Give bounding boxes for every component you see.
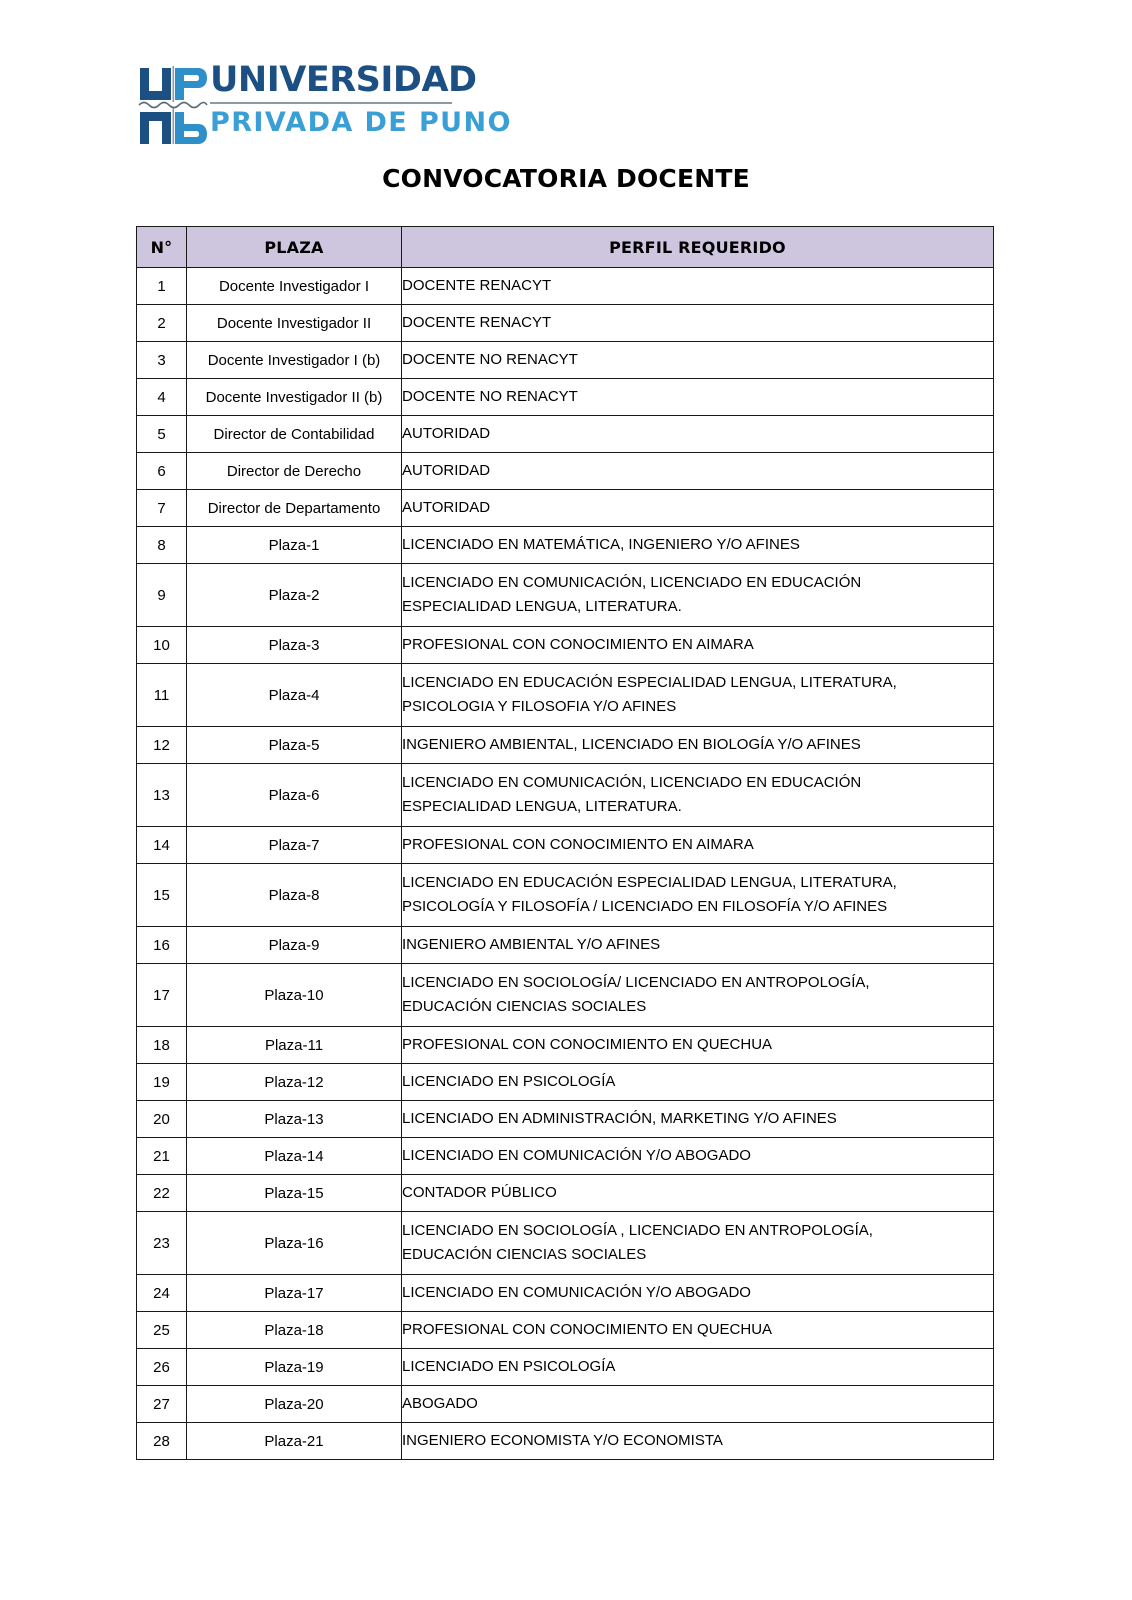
cell-plaza: Plaza-21	[187, 1423, 402, 1460]
table-row	[137, 1138, 994, 1175]
cell-plaza: Plaza-5	[187, 727, 402, 764]
perfil-line: LICENCIADO EN SOCIOLOGÍA , LICENCIADO EN ANTROPOLOGÍA,	[402, 1222, 873, 1239]
perfil-line: INGENIERO AMBIENTAL Y/O AFINES	[402, 936, 661, 953]
cell-perfil-requerido	[402, 268, 994, 305]
cell-plaza: Plaza-2	[187, 564, 402, 627]
cell-perfil-requerido	[402, 527, 994, 564]
table-header	[137, 227, 994, 268]
cell-perfil-requerido	[402, 1275, 994, 1312]
perfil-line: EDUCACIÓN CIENCIAS SOCIALES	[402, 1246, 647, 1263]
table-row	[137, 1175, 994, 1212]
table-row	[137, 490, 994, 527]
table-row	[137, 664, 994, 727]
cell-numero: 15	[137, 864, 187, 927]
cell-plaza: Plaza-9	[187, 927, 402, 964]
cell-numero: 27	[137, 1386, 187, 1423]
cell-numero: 28	[137, 1423, 187, 1460]
convocatoria-table	[136, 226, 994, 1460]
table-row	[137, 1027, 994, 1064]
cell-perfil-requerido	[402, 416, 994, 453]
table-row	[137, 827, 994, 864]
cell-perfil-requerido	[402, 827, 994, 864]
cell-plaza: Director de Contabilidad	[187, 416, 402, 453]
cell-numero: 18	[137, 1027, 187, 1064]
cell-numero: 14	[137, 827, 187, 864]
cell-plaza: Plaza-18	[187, 1312, 402, 1349]
table-row	[137, 1275, 994, 1312]
cell-perfil-requerido	[402, 864, 994, 927]
cell-plaza: Plaza-4	[187, 664, 402, 727]
cell-numero: 26	[137, 1349, 187, 1386]
perfil-line: INGENIERO ECONOMISTA Y/O ECONOMISTA	[402, 1432, 723, 1449]
cell-perfil-requerido	[402, 664, 994, 727]
perfil-line: LICENCIADO EN COMUNICACIÓN Y/O ABOGADO	[402, 1284, 751, 1301]
table-row	[137, 627, 994, 664]
table-row	[137, 379, 994, 416]
table-row	[137, 342, 994, 379]
logo-divider-rule	[210, 102, 452, 104]
perfil-line: AUTORIDAD	[402, 462, 491, 479]
perfil-line: PSICOLOGIA Y FILOSOFIA Y/O AFINES	[402, 698, 677, 715]
table-row	[137, 1212, 994, 1275]
cell-numero: 4	[137, 379, 187, 416]
perfil-line: PROFESIONAL CON CONOCIMIENTO EN AIMARA	[402, 636, 754, 653]
cell-perfil-requerido	[402, 453, 994, 490]
table-row	[137, 964, 994, 1027]
cell-plaza: Plaza-10	[187, 964, 402, 1027]
cell-perfil-requerido	[402, 1064, 994, 1101]
cell-perfil-requerido	[402, 1386, 994, 1423]
cell-numero: 21	[137, 1138, 187, 1175]
cell-plaza: Director de Derecho	[187, 453, 402, 490]
cell-numero: 6	[137, 453, 187, 490]
cell-perfil-requerido	[402, 764, 994, 827]
cell-perfil-requerido	[402, 1101, 994, 1138]
cell-numero: 12	[137, 727, 187, 764]
perfil-line: DOCENTE NO RENACYT	[402, 388, 578, 405]
perfil-line: LICENCIADO EN EDUCACIÓN ESPECIALIDAD LENGUA, LITERATURA,	[402, 674, 897, 691]
cell-numero: 22	[137, 1175, 187, 1212]
cell-plaza: Docente Investigador I (b)	[187, 342, 402, 379]
cell-perfil-requerido	[402, 927, 994, 964]
cell-perfil-requerido	[402, 1138, 994, 1175]
table-header-row	[137, 227, 994, 268]
cell-perfil-requerido	[402, 342, 994, 379]
table-row	[137, 268, 994, 305]
table-row	[137, 1423, 994, 1460]
cell-numero: 9	[137, 564, 187, 627]
perfil-line: LICENCIADO EN PSICOLOGÍA	[402, 1358, 616, 1375]
perfil-line: AUTORIDAD	[402, 499, 491, 516]
perfil-line: DOCENTE RENACYT	[402, 314, 552, 331]
cell-plaza: Docente Investigador II	[187, 305, 402, 342]
cell-numero: 20	[137, 1101, 187, 1138]
cell-perfil-requerido	[402, 727, 994, 764]
perfil-line: EDUCACIÓN CIENCIAS SOCIALES	[402, 998, 647, 1015]
cell-plaza: Plaza-11	[187, 1027, 402, 1064]
upn-monogram-icon	[136, 60, 208, 150]
table-row	[137, 1349, 994, 1386]
cell-plaza: Plaza-14	[187, 1138, 402, 1175]
cell-numero: 7	[137, 490, 187, 527]
perfil-line: DOCENTE NO RENACYT	[402, 351, 578, 368]
perfil-line: AUTORIDAD	[402, 425, 491, 442]
cell-plaza: Plaza-17	[187, 1275, 402, 1312]
cell-numero: 10	[137, 627, 187, 664]
column-header-plaza: PLAZA	[187, 227, 402, 268]
table-row	[137, 527, 994, 564]
table-body	[137, 268, 994, 1460]
logo-line-universidad: UNIVERSIDAD	[210, 60, 477, 100]
perfil-line: LICENCIADO EN MATEMÁTICA, INGENIERO Y/O AFINES	[402, 536, 800, 553]
perfil-line: PSICOLOGÍA Y FILOSOFÍA / LICENCIADO EN FILOSOFÍA Y/O AFINES	[402, 898, 888, 915]
perfil-line: INGENIERO AMBIENTAL, LICENCIADO EN BIOLOGÍA Y/O AFINES	[402, 736, 861, 753]
table-row	[137, 864, 994, 927]
table-row	[137, 453, 994, 490]
cell-plaza: Plaza-12	[187, 1064, 402, 1101]
cell-perfil-requerido	[402, 1175, 994, 1212]
cell-numero: 11	[137, 664, 187, 727]
table-row	[137, 564, 994, 627]
table-row	[137, 927, 994, 964]
cell-numero: 2	[137, 305, 187, 342]
perfil-line: ESPECIALIDAD LENGUA, LITERATURA.	[402, 798, 682, 815]
cell-plaza: Docente Investigador I	[187, 268, 402, 305]
cell-numero: 3	[137, 342, 187, 379]
cell-perfil-requerido	[402, 379, 994, 416]
cell-plaza: Plaza-16	[187, 1212, 402, 1275]
perfil-line: ABOGADO	[402, 1395, 478, 1412]
table-row	[137, 1101, 994, 1138]
table-row	[137, 1386, 994, 1423]
cell-plaza: Plaza-15	[187, 1175, 402, 1212]
perfil-line: LICENCIADO EN COMUNICACIÓN, LICENCIADO EN EDUCACIÓN	[402, 574, 862, 591]
university-logo	[136, 60, 512, 152]
perfil-line: PROFESIONAL CON CONOCIMIENTO EN QUECHUA	[402, 1321, 773, 1338]
cell-numero: 16	[137, 927, 187, 964]
cell-numero: 8	[137, 527, 187, 564]
column-header-perfil: PERFIL REQUERIDO	[402, 227, 994, 268]
cell-perfil-requerido	[402, 1312, 994, 1349]
cell-numero: 19	[137, 1064, 187, 1101]
perfil-line: ESPECIALIDAD LENGUA, LITERATURA.	[402, 598, 682, 615]
table-row	[137, 764, 994, 827]
cell-perfil-requerido	[402, 490, 994, 527]
logo-line-privada-de-puno: PRIVADA DE PUNO	[210, 107, 512, 138]
perfil-line: CONTADOR PÚBLICO	[402, 1184, 557, 1201]
cell-perfil-requerido	[402, 1349, 994, 1386]
table-row	[137, 416, 994, 453]
cell-plaza: Plaza-6	[187, 764, 402, 827]
table-row	[137, 1064, 994, 1101]
cell-numero: 24	[137, 1275, 187, 1312]
cell-perfil-requerido	[402, 964, 994, 1027]
perfil-line: LICENCIADO EN COMUNICACIÓN Y/O ABOGADO	[402, 1147, 751, 1164]
cell-perfil-requerido	[402, 564, 994, 627]
cell-perfil-requerido	[402, 627, 994, 664]
perfil-line: PROFESIONAL CON CONOCIMIENTO EN AIMARA	[402, 836, 754, 853]
perfil-line: LICENCIADO EN SOCIOLOGÍA/ LICENCIADO EN ANTROPOLOGÍA,	[402, 974, 870, 991]
table-row	[137, 1312, 994, 1349]
table-row	[137, 727, 994, 764]
logo-wordmark	[210, 60, 512, 138]
cell-numero: 5	[137, 416, 187, 453]
cell-plaza: Plaza-8	[187, 864, 402, 927]
cell-plaza: Plaza-1	[187, 527, 402, 564]
cell-perfil-requerido	[402, 1423, 994, 1460]
column-header-numero: N°	[137, 227, 187, 268]
cell-plaza: Plaza-20	[187, 1386, 402, 1423]
perfil-line: LICENCIADO EN PSICOLOGÍA	[402, 1073, 616, 1090]
cell-perfil-requerido	[402, 305, 994, 342]
cell-plaza: Plaza-3	[187, 627, 402, 664]
cell-numero: 17	[137, 964, 187, 1027]
cell-plaza: Plaza-7	[187, 827, 402, 864]
page-title: CONVOCATORIA DOCENTE	[382, 164, 750, 193]
perfil-line: DOCENTE RENACYT	[402, 277, 552, 294]
perfil-line: LICENCIADO EN ADMINISTRACIÓN, MARKETING Y/O AFINES	[402, 1110, 837, 1127]
cell-plaza: Director de Departamento	[187, 490, 402, 527]
cell-plaza: Docente Investigador II (b)	[187, 379, 402, 416]
cell-numero: 25	[137, 1312, 187, 1349]
cell-numero: 1	[137, 268, 187, 305]
cell-numero: 13	[137, 764, 187, 827]
cell-perfil-requerido	[402, 1212, 994, 1275]
perfil-line: LICENCIADO EN EDUCACIÓN ESPECIALIDAD LENGUA, LITERATURA,	[402, 874, 897, 891]
cell-plaza: Plaza-13	[187, 1101, 402, 1138]
perfil-line: PROFESIONAL CON CONOCIMIENTO EN QUECHUA	[402, 1036, 773, 1053]
perfil-line: LICENCIADO EN COMUNICACIÓN, LICENCIADO EN EDUCACIÓN	[402, 774, 862, 791]
cell-numero: 23	[137, 1212, 187, 1275]
cell-plaza: Plaza-19	[187, 1349, 402, 1386]
table-row	[137, 305, 994, 342]
convocatoria-table-container	[136, 226, 993, 1460]
cell-perfil-requerido	[402, 1027, 994, 1064]
